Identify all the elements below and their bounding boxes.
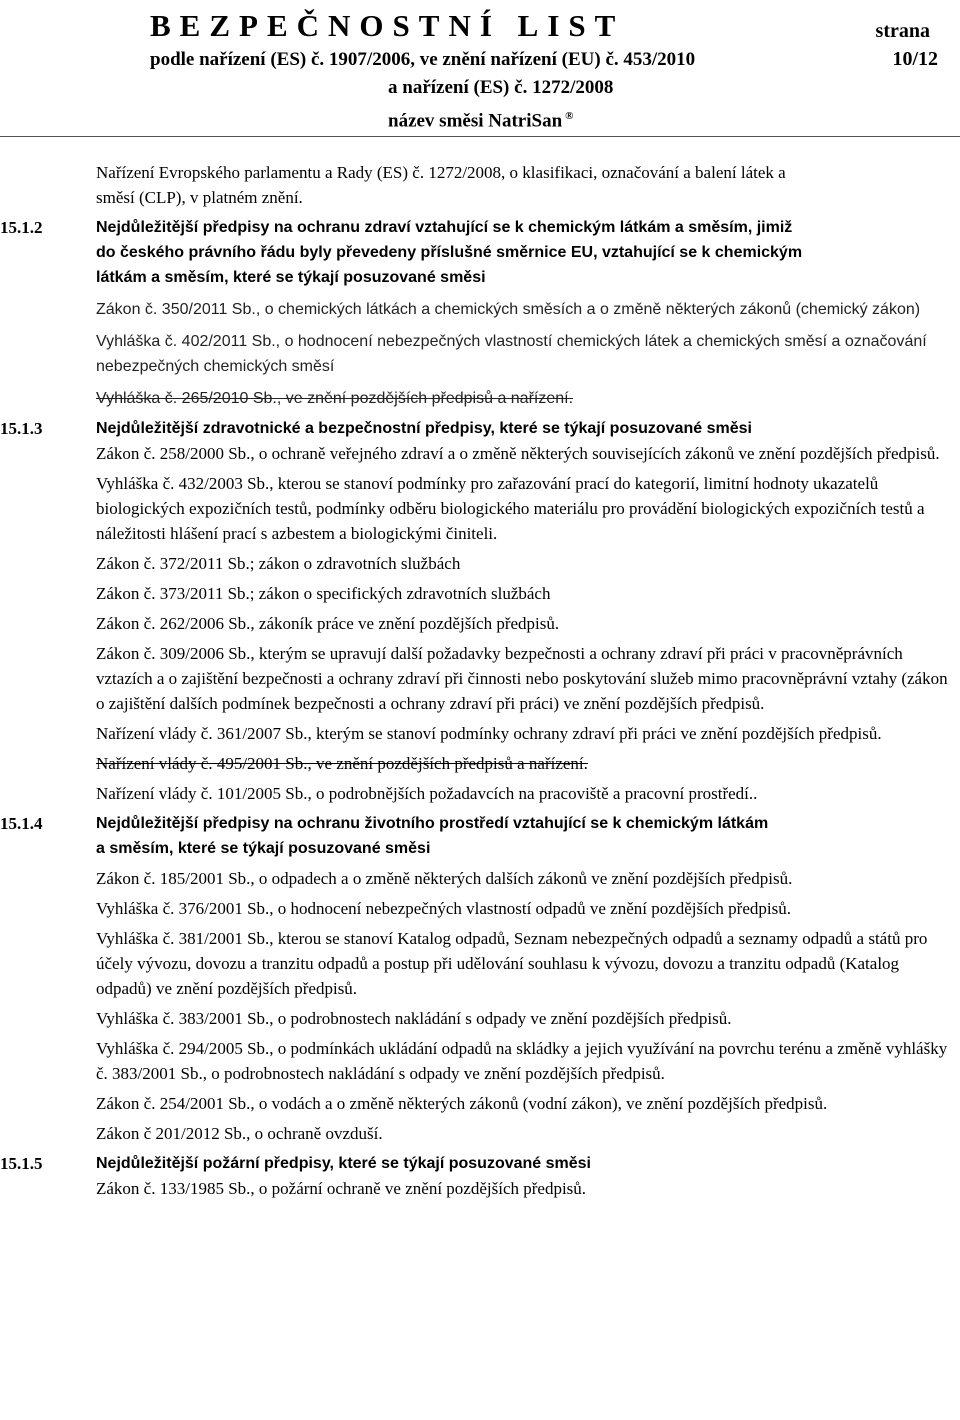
regulation-text: , o vodách a o změně některých zákonů (vodní zákon), ve znění pozdějších předpisů. [250,1094,828,1113]
regulation-ref: Nařízení vlády č. 361/2007 Sb. [96,724,308,743]
regulation-item [96,896,960,921]
regulation-item [96,721,960,746]
regulation-ref: Zákon č. 262/2006 Sb. [96,614,251,633]
registered-mark: ® [565,110,574,122]
regulation-text: , kterým se stanoví podmínky ochrany zdraví při práci ve znění pozdějších předpisů. [307,724,882,743]
regulation-ref: Vyhláška č. 376/2001 Sb. [96,899,270,918]
section-heading [96,215,960,290]
regulation-text: , o podrobnostech nakládání s odpady ve znění pozdějších předpisů. [269,1009,732,1028]
regulation-item [96,1091,960,1116]
regulation-ref: Zákon č. 258/2000 Sb. [96,444,251,463]
regulation-text: , o podmínkách ukládání odpadů na skládky a jejich využívání na povrchu terénu a změně vyhlášky č. 383/2001 Sb., o podrobnostech nakládání s odpady ve znění pozdějších předpisů. [96,1039,948,1083]
intro-line-2: směsí (CLP), v platném znění. [96,188,303,207]
regulation-item [96,641,960,716]
section-heading: Nejdůležitější požární předpisy, které se týkají posuzované směsi [96,1155,591,1172]
section-number: 15.1.2 [0,218,43,237]
regulation-text: , kterou se stanoví Katalog odpadů, Seznam nebezpečných odpadů a seznamy odpadů a států pro účely vývozu, dovozu a tranzitu odpadů a postup při udělování souhlasu k vývozu, dovozu a tranzitu odpadů (Katalog odpadů) ve znění pozdějších předpisů. [96,929,928,998]
regulation-ref: Zákon č. 373/2011 Sb. [96,584,250,603]
section-number: 15.1.5 [0,1154,43,1173]
regulation-item [96,1176,960,1201]
section-15-1-5 [0,1151,960,1201]
regulation-ref: Vyhláška č. 294/2005 Sb. [96,1039,270,1058]
section-number: 15.1.3 [0,419,43,438]
regulation-ref: Zákon č. 309/2006 Sb. [96,644,251,663]
regulation-item [96,1006,960,1031]
heading-line: do českého právního řádu byly převedeny příslušné směrnice EU, vztahující se k chemickým [96,244,803,261]
regulation-text: , kterou se stanoví podmínky pro zařazování prací do kategorií, limitní hodnoty ukazatelů biologických expozičních testů, podmínky odběru biologického materiálu pro provádění biologických expozičních testů a náležitosti hlášení prací s azbestem a biologickými činiteli. [96,474,925,543]
section-15-1-4 [0,811,960,1146]
regulation-item [96,297,960,322]
regulation-item [96,781,960,806]
section-number: 15.1.4 [0,814,43,833]
regulation-item [96,866,960,891]
regulation-item [96,471,960,546]
regulation-line-2: a nařízení (ES) č. 1272/2008 [388,77,614,98]
document-body [0,160,960,1201]
regulation-text: , o požární ochraně ve znění pozdějších předpisů. [250,1179,587,1198]
regulation-ref: Zákon č. 185/2001 Sb. [96,869,251,888]
regulation-ref: Zákon č. 254/2001 Sb. [96,1094,251,1113]
heading-line: Nejdůležitější předpisy na ochranu zdraví vztahující se k chemickým látkám a směsím, jimiž [96,219,793,236]
regulation-text: , o odpadech a o změně některých dalších zákonů ve znění pozdějších předpisů. [250,869,793,888]
regulation-ref: Zákon č 201/2012 Sb. [96,1124,247,1143]
page-label: strana [875,20,930,42]
heading-line: látkám a směsím, které se týkají posuzované směsi [96,269,486,286]
heading-line: Nejdůležitější předpisy na ochranu životního prostředí vztahující se k chemickým látkám [96,815,769,832]
regulation-ref: Vyhláška č. 383/2001 Sb. [96,1009,270,1028]
regulation-ref: Zákon č. 350/2011 Sb. [96,301,256,318]
regulation-ref: Vyhláška č. 381/2001 Sb. [96,929,270,948]
product-name-line [388,104,573,133]
intro-paragraph [96,160,960,210]
regulation-item [96,611,960,636]
regulation-text: , o ochraně ovzduší. [246,1124,383,1143]
regulation-item [96,581,960,606]
regulation-text: , o hodnocení nebezpečných vlastností odpadů ve znění pozdějších předpisů. [269,899,791,918]
regulation-text: , o podrobnějších požadavcích na pracoviště a pracovní prostředí.. [307,784,758,803]
regulation-item-repealed [96,386,960,411]
regulation-ref: Vyhláška č. 265/2010 Sb. [96,390,277,407]
section-heading [96,811,960,861]
regulation-text: ; zákon o zdravotních službách [249,554,461,573]
regulation-item [96,551,960,576]
regulation-item [96,1036,960,1086]
section-heading: Nejdůležitější zdravotnické a bezpečnostní předpisy, které se týkají posuzované směsi [96,420,752,437]
regulation-ref: Vyhláška č. 432/2003 Sb. [96,474,270,493]
regulation-text: , ve znění pozdějších předpisů a nařízení. [276,390,574,407]
regulation-text: , o ochraně veřejného zdraví a o změně některých souvisejících zákonů ve znění pozdějších předpisů. [250,444,940,463]
regulation-ref: Nařízení vlády č. 495/2001 Sb. [96,754,308,773]
regulation-text: , o chemických látkách a chemických směsích a o změně některých zákonů (chemický zákon) [255,301,921,318]
product-name: název směsi NatriSan [388,110,563,132]
heading-line: a směsím, které se týkají posuzované směsi [96,840,431,857]
regulation-ref: Nařízení vlády č. 101/2005 Sb. [96,784,308,803]
regulation-text: , ve znění pozdějších předpisů a nařízení. [307,754,588,773]
regulation-item-repealed [96,751,960,776]
regulation-item [96,329,960,379]
regulation-text: , kterým se upravují další požadavky bezpečnosti a ochrany zdraví při práci v pracovněprávních vztazích a o zajištění bezpečnosti a ochrany zdraví při činnosti nebo poskytování služeb mimo pracovněprávní vztahy (zákon o zajištění dalších podmínek bezpečnosti a ochrany zdraví při práci) ve znění pozdějších předpisů. [96,644,948,713]
regulation-item [96,1121,960,1146]
page-number: 10/12 [892,48,938,70]
section-15-1-2 [0,215,960,411]
header-divider [0,136,960,137]
section-15-1-3 [0,416,960,806]
intro-line-1: Nařízení Evropského parlamentu a Rady (ES) č. 1272/2008, o klasifikaci, označování a balení látek a [96,163,786,182]
regulation-line: podle nařízení (ES) č. 1907/2006, ve znění nařízení (EU) č. 453/2010 [150,49,696,70]
regulation-item [96,441,960,466]
document-title: BEZPEČNOSTNÍ LIST [150,8,625,43]
regulation-text: , o hodnocení nebezpečných vlastností chemických látek a chemických směsí a označování nebezpečných chemických směsí [96,333,927,375]
regulation-ref: Zákon č. 133/1985 Sb. [96,1179,251,1198]
regulation-item [96,926,960,1001]
regulation-ref: Vyhláška č. 402/2011 Sb. [96,333,276,350]
regulation-ref: Zákon č. 372/2011 Sb. [96,554,250,573]
regulation-text: ; zákon o specifických zdravotních službách [249,584,551,603]
regulation-text: , zákoník práce ve znění pozdějších předpisů. [250,614,560,633]
